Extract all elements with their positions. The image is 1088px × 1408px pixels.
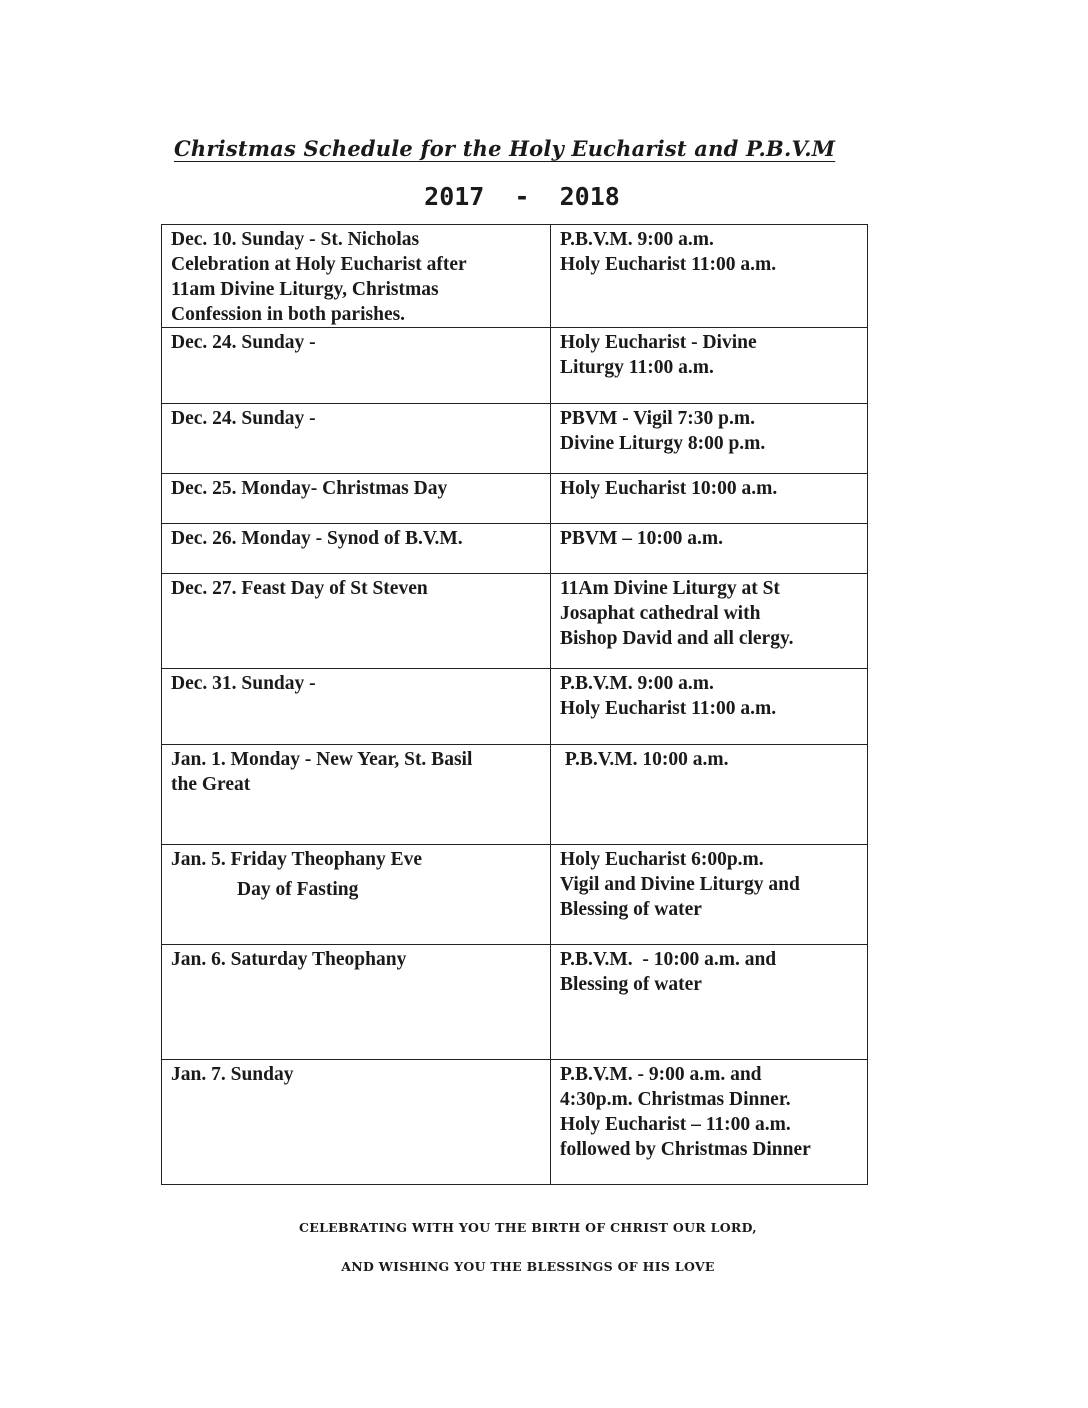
time-line: P.B.V.M. 9:00 a.m. bbox=[560, 229, 714, 250]
table-row bbox=[162, 524, 868, 574]
event-line: Dec. 31. Sunday - bbox=[171, 673, 316, 694]
event-line: 11am Divine Liturgy, Christmas bbox=[171, 279, 439, 300]
event-line: Jan. 6. Saturday Theophany bbox=[171, 949, 407, 970]
time-cell bbox=[551, 945, 868, 1060]
table-row bbox=[162, 945, 868, 1060]
time-line: Vigil and Divine Liturgy and bbox=[560, 874, 800, 895]
time-line: PBVM - Vigil 7:30 p.m. bbox=[560, 408, 755, 429]
table-row bbox=[162, 574, 868, 669]
time-line: PBVM – 10:00 a.m. bbox=[560, 528, 724, 549]
table-row bbox=[162, 474, 868, 524]
event-cell bbox=[162, 524, 551, 574]
time-line: Bishop David and all clergy. bbox=[560, 628, 794, 649]
event-line: Dec. 26. Monday - Synod of B.V.M. bbox=[171, 528, 463, 549]
time-cell bbox=[551, 404, 868, 474]
document-year-range: 2017 - 2018 bbox=[424, 182, 620, 211]
time-cell bbox=[551, 845, 868, 945]
time-line: Holy Eucharist - Divine bbox=[560, 332, 757, 353]
table-row bbox=[162, 845, 868, 945]
time-cell bbox=[551, 524, 868, 574]
time-cell bbox=[551, 745, 868, 845]
time-cell bbox=[551, 328, 868, 404]
time-line: 4:30p.m. Christmas Dinner. bbox=[560, 1089, 791, 1110]
time-line: Holy Eucharist 11:00 a.m. bbox=[560, 698, 777, 719]
event-line: Jan. 7. Sunday bbox=[171, 1064, 294, 1085]
time-line: P.B.V.M. - 10:00 a.m. and bbox=[560, 949, 777, 970]
event-line: Confession in both parishes. bbox=[171, 304, 406, 325]
event-cell bbox=[162, 845, 551, 945]
event-cell bbox=[162, 669, 551, 745]
time-line: 11Am Divine Liturgy at St bbox=[560, 578, 780, 599]
footer-greeting-line-2: AND WISHING YOU THE BLESSINGS OF HIS LOVE bbox=[341, 1259, 715, 1274]
event-line: Jan. 1. Monday - New Year, St. Basil bbox=[171, 749, 473, 770]
event-line: Dec. 10. Sunday - St. Nicholas bbox=[171, 229, 420, 250]
time-line: Holy Eucharist – 11:00 a.m. bbox=[560, 1114, 791, 1135]
event-line: Celebration at Holy Eucharist after bbox=[171, 254, 467, 275]
time-line: Divine Liturgy 8:00 p.m. bbox=[560, 433, 766, 454]
table-row bbox=[162, 328, 868, 404]
event-line: the Great bbox=[171, 774, 251, 795]
schedule-table bbox=[161, 224, 868, 1185]
time-line: Liturgy 11:00 a.m. bbox=[560, 357, 714, 378]
time-cell bbox=[551, 225, 868, 328]
time-line: Blessing of water bbox=[560, 899, 702, 920]
time-cell bbox=[551, 669, 868, 745]
time-line: Holy Eucharist 6:00p.m. bbox=[560, 849, 764, 870]
footer-greeting-line-1: CELEBRATING WITH YOU THE BIRTH OF CHRIST OUR LORD, bbox=[299, 1220, 757, 1235]
event-cell bbox=[162, 328, 551, 404]
event-line: Dec. 27. Feast Day of St Steven bbox=[171, 578, 428, 599]
time-line: P.B.V.M. - 9:00 a.m. and bbox=[560, 1064, 762, 1085]
event-line: Jan. 5. Friday Theophany Eve bbox=[171, 849, 423, 870]
table-row bbox=[162, 225, 868, 328]
event-line: Dec. 25. Monday- Christmas Day bbox=[171, 478, 448, 499]
event-line: Day of Fasting bbox=[237, 879, 359, 900]
event-cell bbox=[162, 474, 551, 524]
event-cell bbox=[162, 574, 551, 669]
table-row bbox=[162, 745, 868, 845]
event-cell bbox=[162, 225, 551, 328]
time-line: P.B.V.M. 9:00 a.m. bbox=[560, 673, 714, 694]
event-cell bbox=[162, 404, 551, 474]
time-line: Josaphat cathedral with bbox=[560, 603, 761, 624]
time-line: Holy Eucharist 10:00 a.m. bbox=[560, 478, 778, 499]
table-row bbox=[162, 404, 868, 474]
time-line: Holy Eucharist 11:00 a.m. bbox=[560, 254, 777, 275]
event-line: Dec. 24. Sunday - bbox=[171, 408, 316, 429]
time-cell bbox=[551, 1060, 868, 1185]
event-cell bbox=[162, 1060, 551, 1185]
table-row bbox=[162, 669, 868, 745]
time-cell bbox=[551, 574, 868, 669]
document-title: Christmas Schedule for the Holy Eucharist and P.B.V.M bbox=[174, 136, 836, 161]
time-line: P.B.V.M. 10:00 a.m. bbox=[560, 749, 729, 770]
time-cell bbox=[551, 474, 868, 524]
event-cell bbox=[162, 945, 551, 1060]
event-cell bbox=[162, 745, 551, 845]
time-line: followed by Christmas Dinner bbox=[560, 1139, 811, 1160]
table-row bbox=[162, 1060, 868, 1185]
time-line: Blessing of water bbox=[560, 974, 702, 995]
event-line: Dec. 24. Sunday - bbox=[171, 332, 316, 353]
